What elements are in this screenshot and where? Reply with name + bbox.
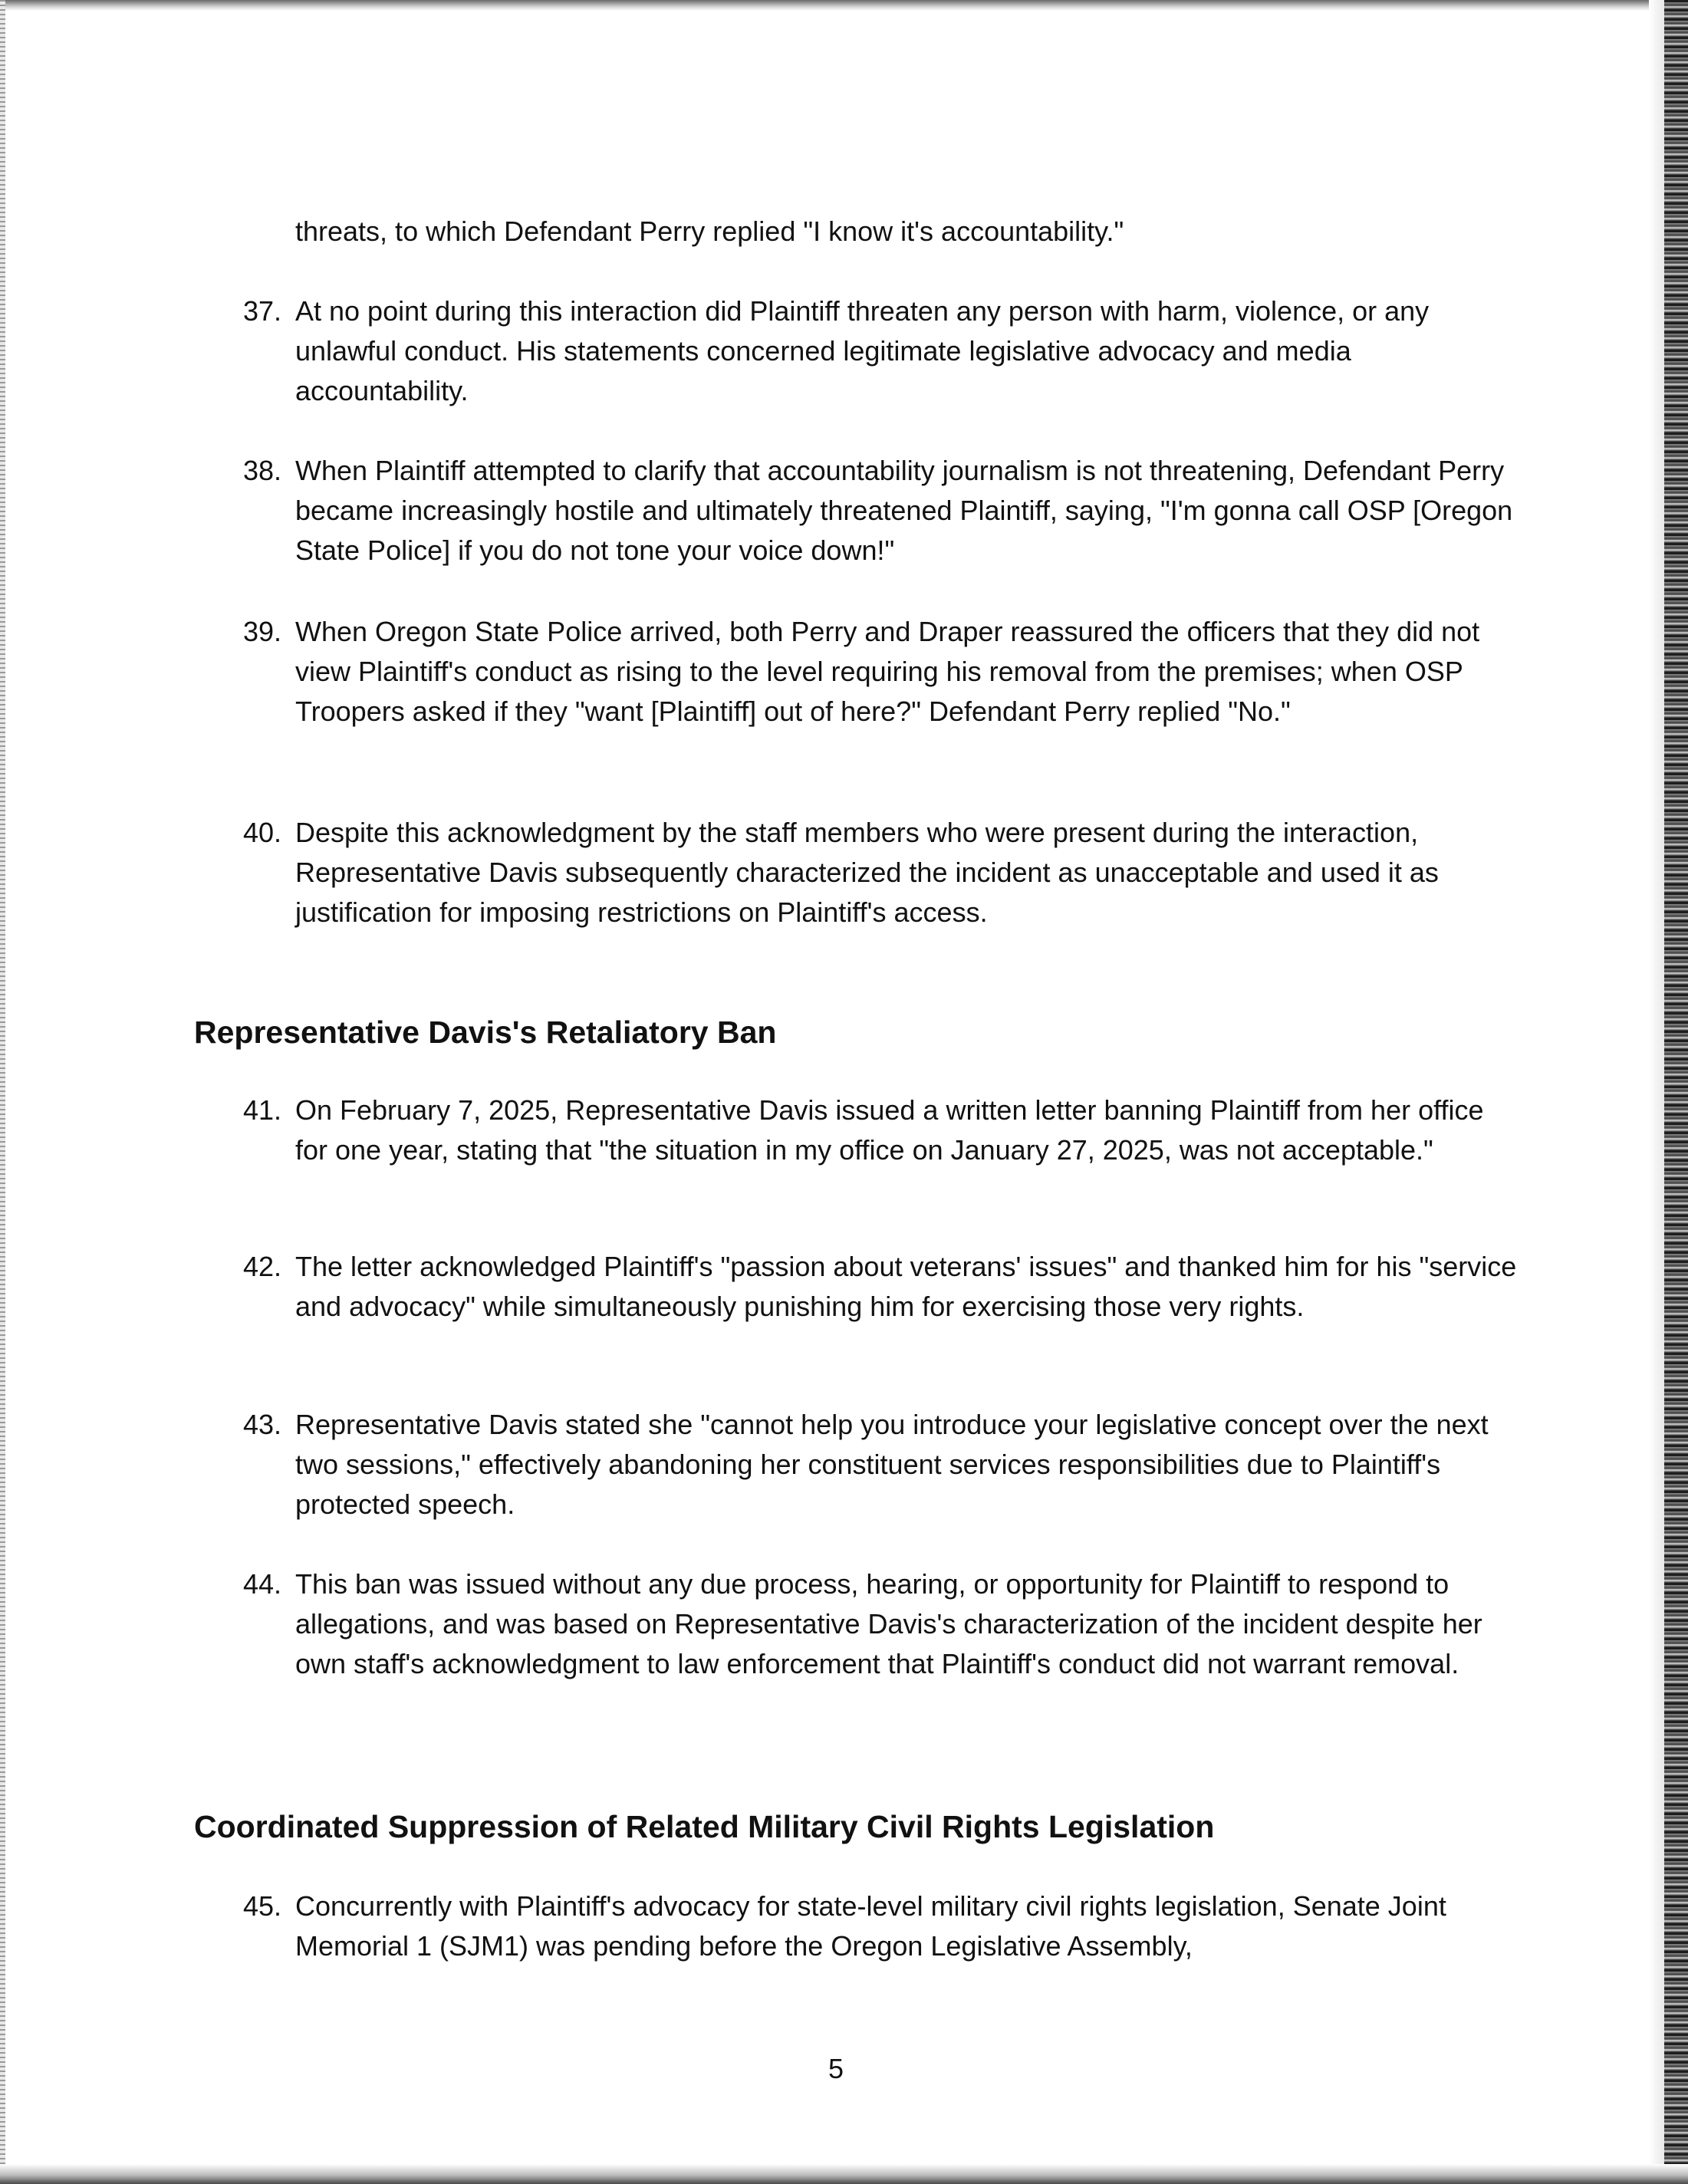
paragraph-text: When Oregon State Police arrived, both Perry and Draper reassured the officers that they did not view Plaintiff's conduct as rising to the level requiring his removal from the premises; when OSP Troopers asked if they "want [Plaintiff] out of here?" Defendant Perry replied "No." <box>295 616 1480 727</box>
paragraph-39 <box>243 612 1520 732</box>
paragraph-text: This ban was issued without any due process, hearing, or opportunity for Plaintiff to respond to allegations, and was based on Representative Davis's characterization of the incident despite her own staff's acknowledgment to law enforcement that Plaintiff's conduct did not warrant removal. <box>295 1568 1482 1679</box>
paragraph-number: 37. <box>243 295 282 327</box>
paragraph-42 <box>243 1247 1520 1327</box>
paragraph-41 <box>243 1090 1520 1170</box>
paragraph-number: 45. <box>243 1890 282 1922</box>
paragraph-text: Concurrently with Plaintiff's advocacy for state-level military civil rights legislation, Senate Joint Memorial 1 (SJM1) was pending before the Oregon Legislative Assembly, <box>295 1890 1446 1962</box>
section-heading-coordinated-suppression: Coordinated Suppression of Related Military Civil Rights Legislation <box>194 1809 1215 1844</box>
paragraph-44 <box>243 1564 1520 1684</box>
section-heading-retaliatory-ban: Representative Davis's Retaliatory Ban <box>194 1015 777 1050</box>
paragraph-number: 38. <box>243 455 282 486</box>
paragraph-text: When Plaintiff attempted to clarify that accountability journalism is not threatening, Defendant Perry became increasingly hostile and ultimately threatened Plaintiff, saying, "I'm gonna call OSP [Oregon State Police] if you do not tone your voice down!" <box>295 455 1513 566</box>
paragraph-40 <box>243 813 1520 932</box>
paragraph-text: At no point during this interaction did Plaintiff threaten any person with harm, violence, or any unlawful conduct. His statements concerned legitimate legislative advocacy and media accountability. <box>295 295 1430 406</box>
scan-edge-right-shade <box>1649 0 1666 2184</box>
paragraph-number: 40. <box>243 817 282 848</box>
paragraph-37 <box>243 291 1520 411</box>
paragraph-text: The letter acknowledged Plaintiff's "passion about veterans' issues" and thanked him for his "service and advocacy" while simultaneously punishing him for exercising those very rights. <box>295 1251 1517 1322</box>
scan-edge-top <box>0 0 1688 11</box>
paragraph-number: 44. <box>243 1568 282 1600</box>
paragraph-45 <box>243 1886 1520 1966</box>
paragraph-number: 42. <box>243 1251 282 1282</box>
paragraph-38 <box>243 451 1520 571</box>
paragraph-text: On February 7, 2025, Representative Davis issued a written letter banning Plaintiff from her office for one year, stating that "the situation in my office on January 27, 2025, was not acceptable." <box>295 1094 1484 1166</box>
paragraph-number: 41. <box>243 1094 282 1126</box>
continued-paragraph: threats, to which Defendant Perry replied "I know it's accountability." <box>295 215 1124 247</box>
scan-edge-bottom <box>0 2164 1688 2184</box>
paragraph-43 <box>243 1405 1520 1525</box>
paragraph-number: 39. <box>243 616 282 647</box>
page-number: 5 <box>828 2053 844 2084</box>
paragraph-number: 43. <box>243 1409 282 1440</box>
paragraph-text: Representative Davis stated she "cannot help you introduce your legislative concept over the next two sessions," effectively abandoning her constituent services responsibilities due to Plaintiff's protected speech. <box>295 1409 1489 1520</box>
scan-edge-right <box>1664 0 1688 2184</box>
paragraph-text: Despite this acknowledgment by the staff members who were present during the interaction, Representative Davis subsequently characterized the incident as unacceptable and used it as justification for imposing restrictions on Plaintiff's access. <box>295 817 1439 928</box>
scan-edge-left <box>0 0 5 2184</box>
